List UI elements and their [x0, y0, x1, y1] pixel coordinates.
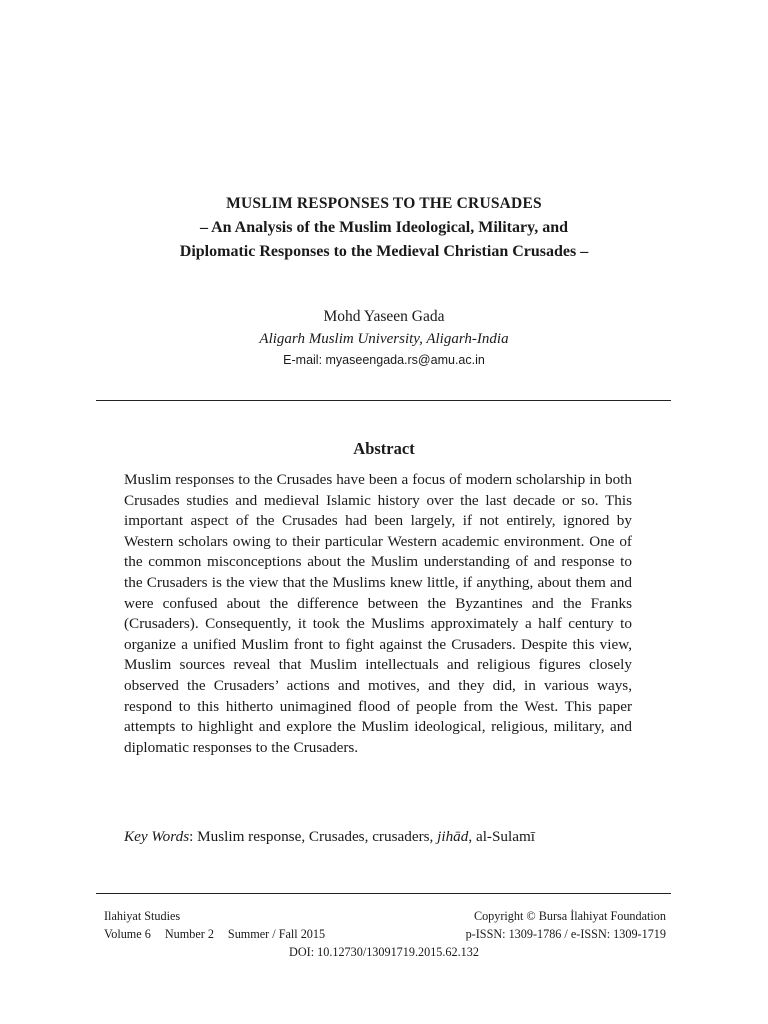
author-email[interactable]: E-mail: myaseengada.rs@amu.ac.in — [283, 353, 485, 367]
paper-subtitle-line1: – An Analysis of the Muslim Ideological, Military, and — [199, 219, 569, 236]
issn: p-ISSN: 1309-1786 / e-ISSN: 1309-1719 — [465, 927, 666, 941]
paper-subtitle-line2: Diplomatic Responses to the Medieval Christian Crusades – — [179, 243, 589, 260]
abstract-text: Muslim responses to the Crusades have been a focus of modern scholarship in both Crusades studies and medieval Islamic history over the last decade or so. This important aspect of the Crusades had been largely, if not entirely, ignored by Western scholars owing to their particular Western academic environment. One of the common misconceptions about the Muslim understanding of and response to the Crusaders is the view that the Muslims knew little, if anything, about them and were confused about the difference between the Byzantines and the Franks (Crusaders). Consequently, it took the Muslims approximately a half century to organize a unified Muslim front to fight against the Crusaders. Despite this view, Muslim sources reveal that Muslim intellectuals and religious figures closely observed the Crusaders’ actions and motives, and they did, in various ways, respond to this hitherto unimagined flood of people from the West. This paper attempts to highlight and explore the Muslim ideological, religious, military, and diplomatic responses to the Crusaders. — [124, 471, 632, 756]
keywords-label: Key Words — [124, 828, 190, 845]
keywords-list-end: , al-Sulamī — [468, 828, 536, 845]
header-divider — [96, 400, 671, 401]
keywords-list: : Muslim response, Crusades, crusaders, — [189, 828, 438, 845]
author-name: Mohd Yaseen Gada — [323, 308, 445, 325]
footer-divider — [96, 893, 671, 894]
doi[interactable]: DOI: 10.12730/13091719.2015.62.132 — [289, 945, 479, 959]
copyright: Copyright © Bursa İlahiyat Foundation — [473, 909, 666, 923]
season: Summer / Fall 2015 — [227, 927, 326, 941]
author-block — [0, 306, 768, 370]
author-affiliation: Aligarh Muslim University, Aligarh-India — [259, 331, 509, 347]
journal-name: Ilahiyat Studies — [104, 909, 181, 923]
title-block — [0, 192, 768, 264]
keywords — [124, 826, 644, 848]
abstract-heading: Abstract — [353, 439, 415, 458]
paper-title: MUSLIM RESPONSES TO THE CRUSADES — [226, 195, 542, 212]
keyword-jihad: jihād — [437, 828, 469, 845]
issue-info — [104, 926, 339, 943]
volume: Volume 6 — [104, 927, 151, 941]
issue-number: Number 2 — [164, 927, 214, 941]
